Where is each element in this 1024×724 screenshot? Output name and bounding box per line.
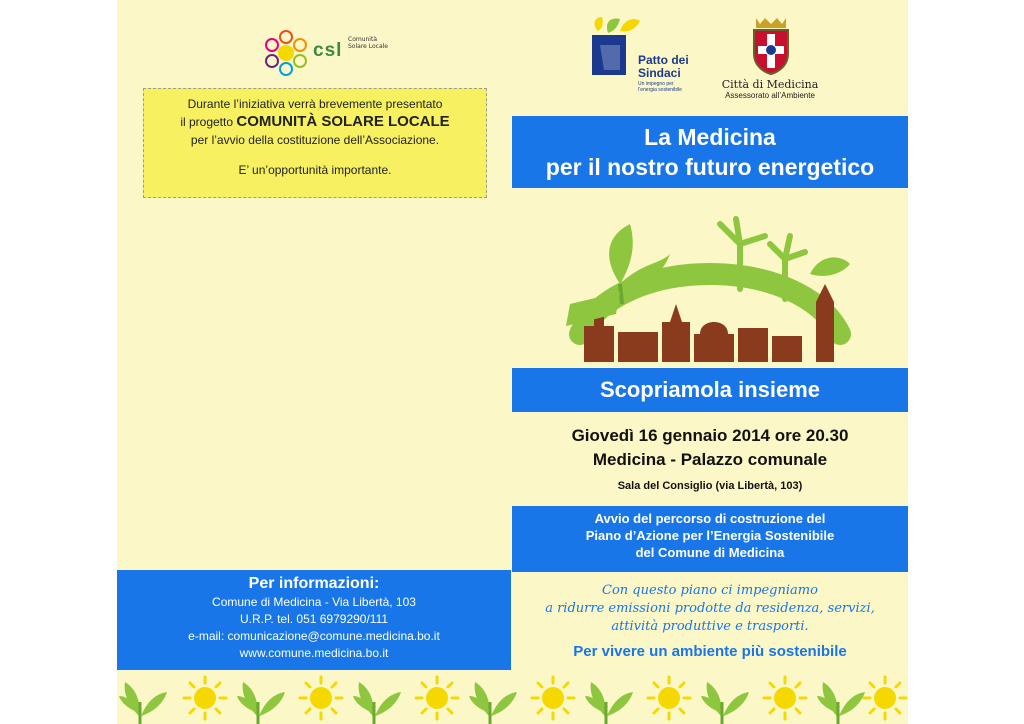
title-line-1: La Medicina xyxy=(644,124,776,150)
contact-email-link[interactable]: e-mail: comunicazione@comune.medicina.bo.it xyxy=(188,629,440,643)
decorative-border-strip xyxy=(117,672,908,724)
intro-line-2-prefix: il progetto xyxy=(180,115,234,129)
action-plan-box xyxy=(512,506,908,572)
citta-subtitle: Assessorato all’Ambiente xyxy=(725,91,815,100)
event-title-banner xyxy=(512,116,908,188)
title-line-2: per il nostro futuro energetico xyxy=(545,154,875,180)
citta-name: Città di Medicina xyxy=(721,78,819,91)
event-date: Giovedì 16 gennaio 2014 ore 20.30 xyxy=(571,426,849,445)
contact-info-box xyxy=(117,570,511,670)
project-name: COMUNITÀ SOLARE LOCALE xyxy=(236,113,450,130)
piano-line-2: a ridurre emissioni prodotte da residenza, servizi, xyxy=(545,601,875,616)
contact-phone: U.R.P. tel. 051 6979290/111 xyxy=(239,612,389,626)
closing-slogan: Per vivere un ambiente più sostenibile xyxy=(573,643,847,660)
contact-address: Comune di Medicina - Via Libertà, 103 xyxy=(212,595,416,609)
avvio-line-3: del Comune di Medicina xyxy=(635,545,785,560)
csl-logo-text: csl xyxy=(313,40,343,61)
patto-name-line-2: Sindaci xyxy=(638,66,681,80)
contact-website-link[interactable]: www.comune.medicina.bo.it xyxy=(239,646,389,660)
sustainable-town-illustration xyxy=(560,214,860,374)
patto-name xyxy=(638,54,689,80)
patto-tagline-line-2: l’energia sostenibile xyxy=(638,87,682,93)
avvio-line-2: Piano d’Azione per l’Energia Sostenibile xyxy=(585,528,835,543)
piano-line-1: Con questo piano ci impegniamo xyxy=(602,583,818,598)
patto-tagline xyxy=(638,81,682,93)
commitment-text xyxy=(512,582,908,636)
intro-line-3: per l’avvio della costituzione dell’Associazione. xyxy=(190,133,440,147)
patto-tagline-line-1: Un impegno per xyxy=(638,81,674,87)
intro-line-2 xyxy=(144,113,486,131)
contact-heading: Per informazioni: xyxy=(248,575,380,592)
scopri-banner: Scopriamola insieme xyxy=(512,368,908,412)
csl-logo-subtitle: Comunità Solare Locale xyxy=(348,36,388,50)
csl-sun-logo-icon xyxy=(258,27,314,79)
avvio-line-1: Avvio del percorso di costruzione del xyxy=(594,511,826,526)
piano-line-3: attività produttive e trasporti. xyxy=(611,619,809,634)
patto-dei-sindaci-logo-icon xyxy=(590,15,642,77)
event-place: Medicina - Palazzo comunale xyxy=(592,450,828,469)
intro-line-1: Durante l’iniziativa verrà brevemente presentato xyxy=(187,97,443,111)
event-room: Sala del Consiglio (via Libertà, 103) xyxy=(617,480,803,492)
intro-line-4: E’ un’opportunità importante. xyxy=(238,163,392,177)
intro-note xyxy=(143,88,487,198)
medicina-coat-of-arms-icon xyxy=(748,14,794,76)
event-details xyxy=(512,424,908,492)
patto-name-line-1: Patto dei xyxy=(638,53,689,67)
